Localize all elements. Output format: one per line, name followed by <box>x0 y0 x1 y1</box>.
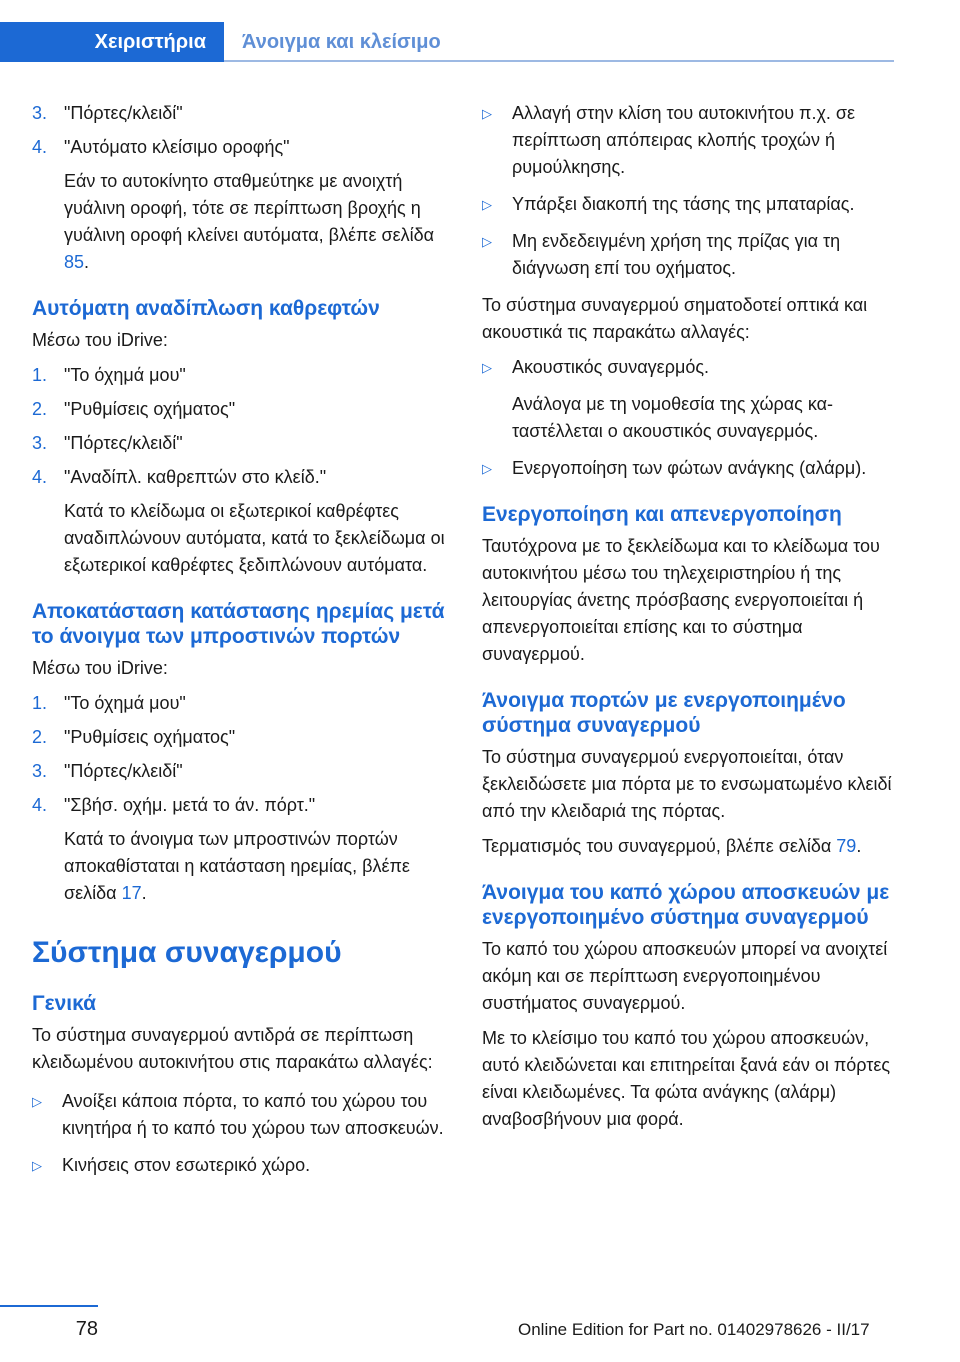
page-header <box>0 0 960 64</box>
note-text: . <box>141 883 147 903</box>
list-item <box>32 1088 452 1142</box>
header-divider <box>224 60 894 62</box>
heading-activation: Ενεργοποίηση και απενεργοποίηση <box>482 503 842 526</box>
section-tab-opening-closing[interactable]: Άνοιγμα και κλείσιμο <box>242 30 441 53</box>
list-number: 3. <box>32 433 48 453</box>
triangle-bullet-icon: ▷ <box>482 234 492 249</box>
triangle-bullet-icon: ▷ <box>482 106 492 121</box>
footer-divider <box>0 1305 98 1307</box>
note-text: Κατά το άνοιγμα των μπροστινών πορτών αποκαθίσταται η κατάσταση ηρεμίας, βλέπε σελίδα <box>64 829 410 903</box>
bullet-text: Ακουστικός συναγερμός. <box>512 357 710 377</box>
left-column <box>32 100 452 1189</box>
list-number: 4. <box>32 137 48 157</box>
bullet-text: Αλλαγή στην κλίση του αυτοκινήτου π.χ. σε περίπτωση απόπειρας κλοπής τροχών ή ρυμούλκησης. <box>512 103 856 177</box>
list-item <box>32 100 452 127</box>
list-number: 1. <box>32 365 48 385</box>
door-opening-text: Το σύστημα συναγερμού ενεργοποιείται, όταν ξεκλειδώσετε μια πόρτα με το ενσωματωμένο κλειδί από την κλειδαριά της πόρτας. <box>482 747 892 821</box>
via-idrive-text: Μέσω του iDrive: <box>32 330 168 350</box>
triangle-bullet-icon: ▷ <box>482 461 492 476</box>
trunk-text: Το καπό του χώρου αποσκευών μπορεί να ανοιχτεί ακόμη και σε περίπτωση ενεργοποιημένου συστήματος συναγερμού. <box>482 939 888 1013</box>
list-text: "Αυτόματο κλείσιμο οροφής" <box>64 137 290 157</box>
list-item <box>32 430 452 457</box>
acoustic-note: Ανάλογα με τη νομοθεσία της χώρας καταστέλλεται ο ακουστικός συναγερμός. <box>512 394 834 441</box>
quiet-note <box>64 826 452 907</box>
section-tab-controls[interactable]: Χειριστήρια <box>0 22 224 62</box>
list-item <box>32 464 452 491</box>
heading-general: Γενικά <box>32 992 97 1015</box>
list-item <box>32 134 452 161</box>
triangle-bullet-icon: ▷ <box>482 197 492 212</box>
bullet-text: Ανοίξει κάποια πόρτα, το καπό του χώρου του κινητήρα ή το καπό του χώρου των αποσκευών. <box>62 1091 444 1138</box>
list-text: "Ρυθμίσεις οχήματος" <box>64 399 236 419</box>
mirror-note: Κατά το κλείδωμα οι εξωτερικοί καθρέφτες αναδιπλώνουν αυτόματα, κατά το ξεκλείδωμα οι εξωτερικοί καθρέφτες ξεδιπλώνουν αυτόματα. <box>64 501 445 575</box>
list-number: 4. <box>32 795 48 815</box>
page-link[interactable]: 17 <box>121 883 142 903</box>
list-item <box>482 228 900 282</box>
list-item <box>32 396 452 423</box>
trunk-text: Με το κλείσιμο του καπό του χώρου αποσκευών, αυτό κλειδώνεται και επιτηρείται ξανά εάν οι πόρτες είναι κλειδωμένες. Τα φώτα ανάγκης (αλάρμ) αναβοσβήνουν μια φορά. <box>482 1028 891 1129</box>
list-number: 3. <box>32 103 48 123</box>
note-text: . <box>84 252 90 272</box>
note-text: Τερματισμός του συναγερμού, βλέπε σελίδα <box>482 836 837 856</box>
page-number: 78 <box>75 1318 98 1340</box>
heading-mirror-folding: Αυτόματη αναδίπλωση καθρεφτών <box>32 297 380 320</box>
general-text: Το σύστημα συναγερμού αντιδρά σε περίπτωση κλειδωμένου αυτοκινήτου στις παρακάτω αλλαγές: <box>32 1025 433 1072</box>
list-number: 2. <box>32 727 48 747</box>
list-text: "Το όχημά μου" <box>64 693 186 713</box>
heading-door-opening: Άνοιγμα πορτών με ενεργοποιημένο σύστημα συναγερμού <box>482 689 846 737</box>
note-text: . <box>856 836 862 856</box>
triangle-bullet-icon: ▷ <box>32 1094 42 1109</box>
roof-note <box>64 168 452 276</box>
heading-alarm-system: Σύστημα συναγερμού <box>32 936 342 969</box>
end-alarm-text <box>482 833 900 860</box>
list-text: "Πόρτες/κλειδί" <box>64 761 183 781</box>
list-item <box>32 362 452 389</box>
page-link[interactable]: 85 <box>64 252 85 272</box>
note-text: Εάν το αυτοκίνητο σταθμεύτηκε με ανοιχτή γυάλινη οροφή, τότε σε περίπτωση βροχής η γυάλινη οροφή κλείνει αυτόματα, βλέπε σελίδα <box>64 171 435 245</box>
bullet-text: Ενεργοποίηση των φώτων ανάγκης (αλάρμ). <box>512 458 867 478</box>
bullet-text: Υπάρξει διακοπή της τάσης της μπαταρίας. <box>512 194 855 214</box>
list-number: 3. <box>32 761 48 781</box>
list-text: "Σβήσ. οχήμ. μετά το άν. πόρτ." <box>64 795 316 815</box>
list-item <box>32 690 452 717</box>
list-text: "Αναδίπλ. καθρεπτών στο κλείδ." <box>64 467 327 487</box>
list-text: "Ρυθμίσεις οχήματος" <box>64 727 236 747</box>
list-text: "Πόρτες/κλειδί" <box>64 103 183 123</box>
via-idrive-text: Μέσω του iDrive: <box>32 658 168 678</box>
heading-quiet-state: Αποκατάσταση κατάστασης ηρεμίας μετά το άνοιγμα των μπροστινών πορτών <box>32 600 445 648</box>
heading-trunk-opening: Άνοιγμα του καπό χώρου αποσκευών με ενεργοποιημένο σύστημα συναγερμού <box>482 881 890 929</box>
edition-text: Online Edition for Part no. 01402978626 - II/17 <box>518 1320 870 1339</box>
list-number: 1. <box>32 693 48 713</box>
list-item <box>482 354 900 381</box>
list-text: "Πόρτες/κλειδί" <box>64 433 183 453</box>
right-column <box>482 100 900 1141</box>
list-text: "Το όχημά μου" <box>64 365 186 385</box>
list-item <box>32 792 452 819</box>
triangle-bullet-icon: ▷ <box>482 360 492 375</box>
activation-text: Ταυτόχρονα με το ξεκλείδωμα και το κλείδωμα του αυτοκινήτου μέσω του τηλεχειριστηρίου ή της λειτουργίας άνετης πρόσβασης ενεργοποιείται ή απενεργοποιείται επίσης και το σύστημα συναγερμού. <box>482 536 880 664</box>
bullet-text: Κινήσεις στον εσωτερικό χώρο. <box>62 1155 311 1175</box>
list-item <box>32 758 452 785</box>
list-item <box>482 100 900 181</box>
page-link[interactable]: 79 <box>836 836 857 856</box>
triangle-bullet-icon: ▷ <box>32 1158 42 1173</box>
list-item <box>32 724 452 751</box>
list-item <box>32 1152 452 1179</box>
list-item <box>482 455 900 482</box>
list-number: 2. <box>32 399 48 419</box>
signal-text: Το σύστημα συναγερμού σηματοδοτεί οπτικά και ακουστικά τις παρακάτω αλλαγές: <box>482 295 868 342</box>
list-item <box>482 191 900 218</box>
list-number: 4. <box>32 467 48 487</box>
bullet-text: Μη ενδεδειγμένη χρήση της πρίζας για τη διάγνωση επί του οχήματος. <box>512 231 841 278</box>
